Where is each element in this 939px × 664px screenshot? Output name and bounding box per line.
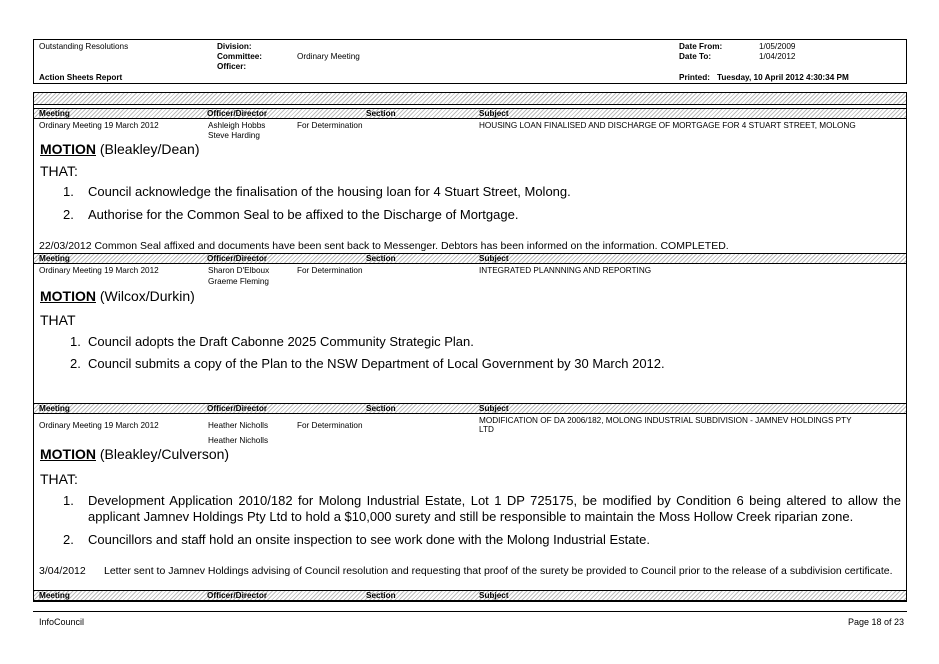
record-subject: INTEGRATED PLANNNING AND REPORTING	[479, 266, 652, 275]
motion-heading	[40, 288, 195, 304]
col-section: Section	[366, 404, 396, 413]
item-number: 1.	[63, 184, 74, 199]
motion-heading	[40, 141, 200, 157]
hatched-band	[34, 93, 906, 105]
record-officer: Heather Nicholls	[208, 421, 269, 430]
footer-page-number: Page 18 of 23	[848, 617, 905, 627]
resolution-item	[70, 334, 900, 350]
item-text: Development Application 2010/182 for Molong Industrial Estate, Lot 1 DP 725175, be modified by Condition 6 being altered to allow the applicant Jamnev Holdings Pty Ltd to hold a $10,000 surety and still be responsible to maintain the Moss Hollow Creek riparian zone.	[88, 493, 901, 524]
report-type: Action Sheets Report	[39, 73, 123, 82]
record-meeting: Ordinary Meeting 19 March 2012	[39, 421, 159, 430]
record-officer: Ashleigh Hobbs	[208, 121, 266, 130]
col-subject: Subject	[479, 109, 509, 118]
motion-heading	[40, 446, 229, 462]
division-label: Division:	[217, 42, 252, 51]
resolution-that: THAT:	[40, 471, 78, 487]
record-subject: HOUSING LOAN FINALISED AND DISCHARGE OF MORTGAGE FOR 4 STUART STREET, MOLONG	[479, 121, 856, 130]
col-officer: Officer/Director	[207, 591, 268, 600]
column-header-row	[34, 253, 906, 264]
item-number: 2.	[63, 207, 74, 222]
item-text: Councillors and staff hold an onsite inspection to see work done with the Molong Industrial Estate.	[88, 532, 650, 547]
footer-app-name: InfoCouncil	[39, 617, 85, 627]
column-header-row	[34, 403, 906, 414]
motion-movers: (Wilcox/Durkin)	[96, 288, 195, 304]
item-text: Council acknowledge the finalisation of the housing loan for 4 Stuart Street, Molong.	[88, 184, 571, 199]
resolution-item	[63, 532, 901, 548]
col-officer: Officer/Director	[207, 404, 268, 413]
motion-movers: (Bleakley/Culverson)	[96, 446, 230, 462]
column-header-row	[34, 108, 906, 119]
col-officer: Officer/Director	[207, 254, 268, 263]
col-section: Section	[366, 109, 396, 118]
item-number: 2.	[63, 532, 74, 547]
col-officer: Officer/Director	[207, 109, 268, 118]
col-meeting: Meeting	[39, 254, 70, 263]
record-section: For Determination	[297, 421, 363, 430]
record-director: Graeme Fleming	[208, 277, 269, 286]
date-from-label: Date From:	[679, 42, 723, 51]
motion-label: MOTION	[40, 141, 96, 157]
record-officer: Sharon D'Elboux	[208, 266, 270, 275]
col-section: Section	[366, 254, 396, 263]
record-subject-cont: LTD	[479, 425, 494, 434]
col-meeting: Meeting	[39, 591, 70, 600]
resolution-item	[63, 207, 903, 223]
record-section: For Determination	[297, 121, 363, 130]
resolution-that: THAT:	[40, 163, 78, 179]
col-subject: Subject	[479, 591, 509, 600]
officer-label: Officer:	[217, 62, 247, 71]
motion-label: MOTION	[40, 446, 96, 462]
record-director: Steve Harding	[208, 131, 260, 140]
resolution-that: THAT	[40, 312, 76, 328]
action-note-date: 3/04/2012	[39, 565, 86, 577]
record-subject: MODIFICATION OF DA 2006/182, MOLONG INDUSTRIAL SUBDIVISION - JAMNEV HOLDINGS PTY	[479, 416, 852, 425]
item-text: Council adopts the Draft Cabonne 2025 Community Strategic Plan.	[88, 334, 474, 349]
col-meeting: Meeting	[39, 404, 70, 413]
resolution-item	[63, 493, 901, 527]
action-note: 22/03/2012 Common Seal affixed and documents have been sent back to Messenger. Debtors has been informed on the information. COMPLETED.	[39, 240, 729, 252]
date-to-value: 1/04/2012	[759, 52, 796, 61]
col-subject: Subject	[479, 404, 509, 413]
report-name: Outstanding Resolutions	[39, 42, 129, 51]
item-text: Council submits a copy of the Plan to the NSW Department of Local Government by 30 March 2012.	[88, 356, 665, 371]
printed-label: Printed:	[679, 73, 710, 82]
item-number: 1.	[63, 493, 74, 508]
col-meeting: Meeting	[39, 109, 70, 118]
col-section: Section	[366, 591, 396, 600]
date-to-label: Date To:	[679, 52, 712, 61]
committee-label: Committee:	[217, 52, 263, 61]
record-director: Heather Nicholls	[208, 436, 269, 445]
motion-label: MOTION	[40, 288, 96, 304]
item-number: 2.	[70, 356, 81, 371]
col-subject: Subject	[479, 254, 509, 263]
record-section: For Determination	[297, 266, 363, 275]
motion-movers: (Bleakley/Dean)	[96, 141, 200, 157]
record-meeting: Ordinary Meeting 19 March 2012	[39, 121, 159, 130]
footer-divider	[33, 611, 907, 612]
item-text: Authorise for the Common Seal to be affixed to the Discharge of Mortgage.	[88, 207, 519, 222]
action-note: Letter sent to Jamnev Holdings advising of Council resolution and requesting that proof of the surety be provided to Council prior to the release of a subdivision certificate.	[104, 565, 893, 577]
resolution-item	[63, 184, 903, 200]
resolution-item	[70, 356, 900, 372]
printed-value: Tuesday, 10 April 2012 4:30:34 PM	[717, 73, 849, 82]
date-from-value: 1/05/2009	[759, 42, 796, 51]
record-meeting: Ordinary Meeting 19 March 2012	[39, 266, 159, 275]
item-number: 1.	[70, 334, 81, 349]
column-header-row	[34, 590, 906, 601]
committee-value: Ordinary Meeting	[297, 52, 360, 61]
